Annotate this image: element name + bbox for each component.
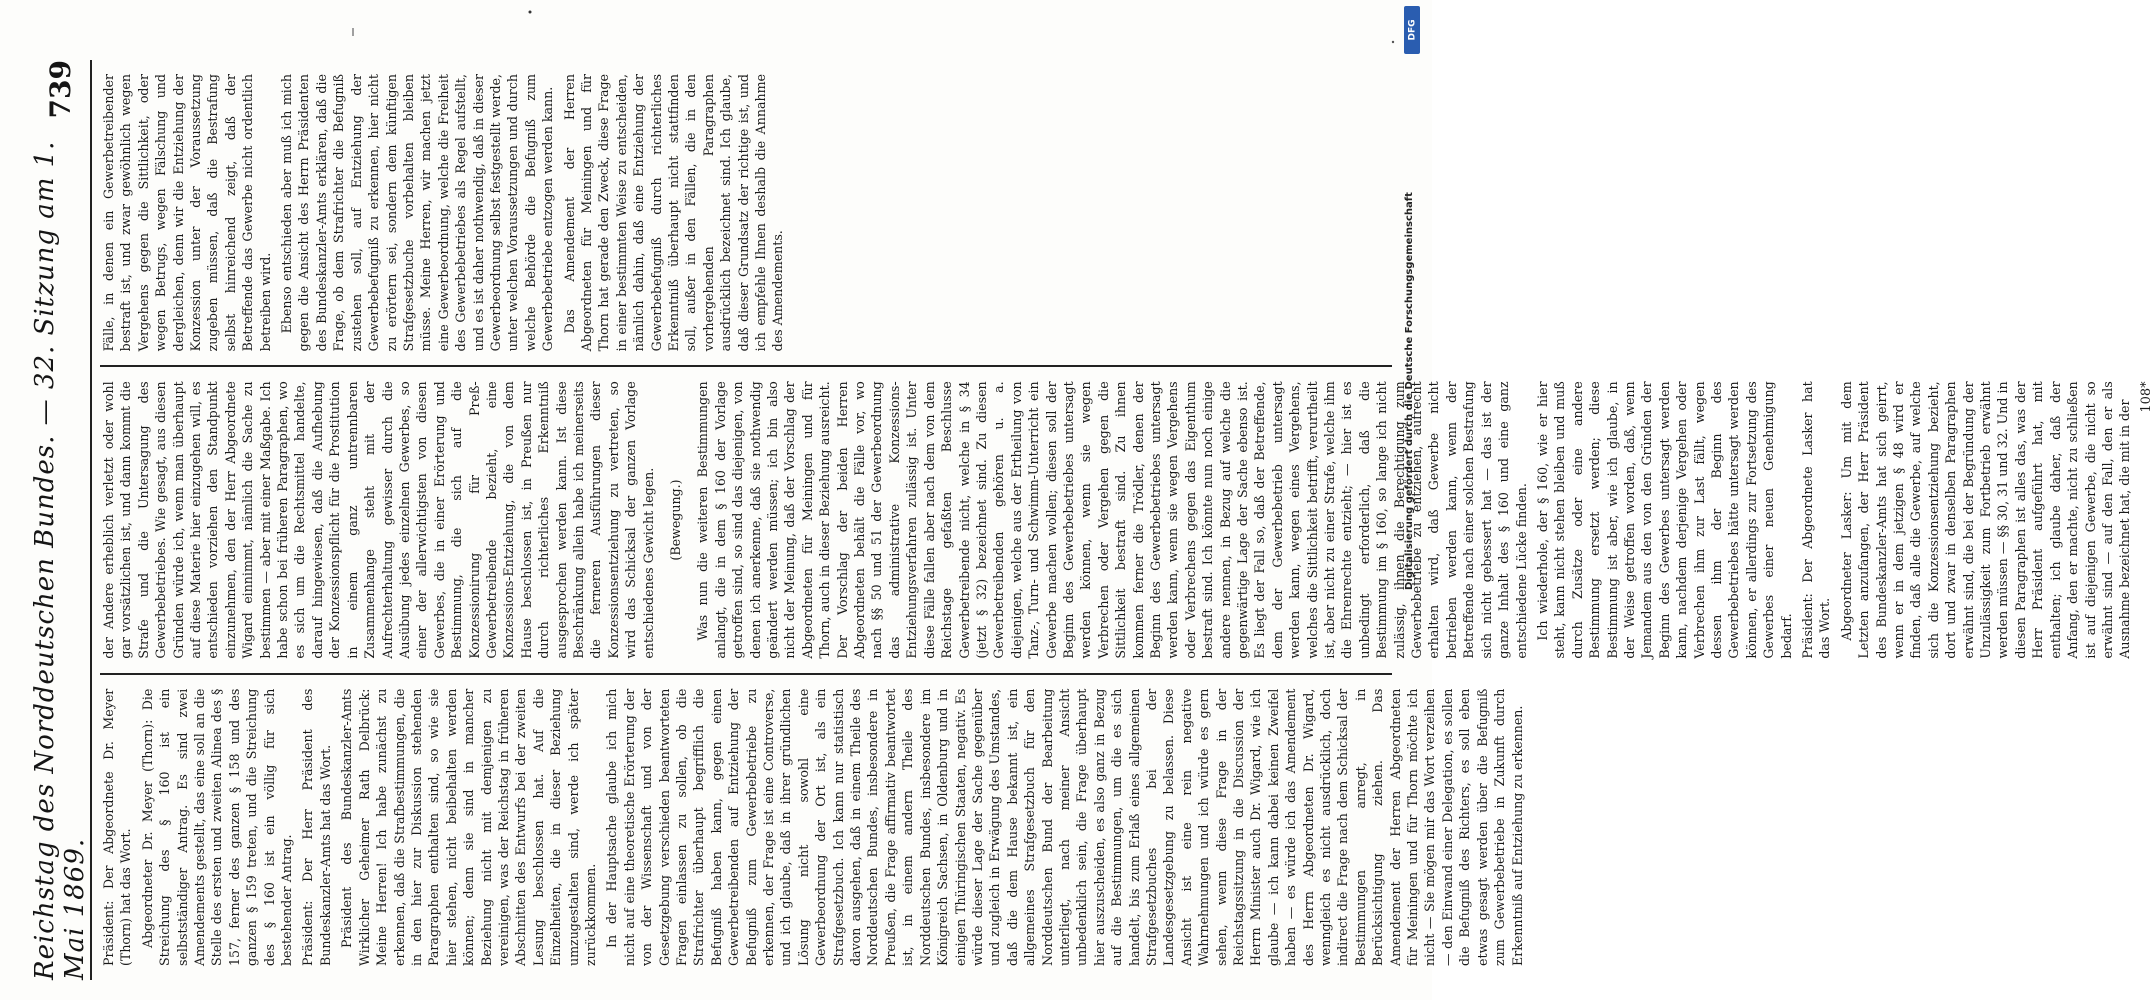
- stage-direction: (Bewegung.): [668, 479, 683, 561]
- running-title: Reichstag des Norddeutschen Bundes. — 32. Sitzung am 1. Mai 1869.: [30, 140, 90, 980]
- digitization-sidebar: [1400, 0, 1426, 1000]
- paragraph: Präsident: Der Abgeordnete Dr. Meyer (Thorn) hat das Wort.: [101, 688, 134, 966]
- paragraph: der Andere erheblich verletzt oder wohl gar vorsätzlichen ist, und dann kommt die Strafe und die Untersagung des Gewerbebetriebes. Wie gesagt, aus diesen Gründen würde ich, wenn man überhaupt auf diese Materie hier einzugehen will, es entschieden vorziehen den Standpunkt einzunehmen, den der Herr Abgeordnete Wigard einnimmt, nämlich die Sache zu bestimmen — aber mit einer Maßgabe. Ich habe schon bei früheren Paragraphen, wo es sich um die Rechtsmittel handelte, darauf hingewiesen, daß die Aufhebung der Konzessionspflicht für die Prostitution in einem ganz untrennbaren Zusammenhange steht mit der Aufrechterhaltung gewisser durch die Ausübung jedes einzelnen Gewerbes, so einer der allerwichtigsten von diesen Gewerbes, die in einer Erörterung und Bestimmung, die sich auf die Konzessionirung für Preß-Gewerbetreibende bezieht, eine Konzessions-Entziehung, die von dem Hause beschlossen ist, in Preußen nur durch richterliches Erkenntniß ausgesprochen werden kann. Ist diese Beschränkung allein habe ich meinerseits die ferneren Ausführungen dieser Konzessionsentziehung zu vertreten, so wird das Schicksal der ganzen Vorlage entschiedenes Gewicht legen.: [101, 381, 656, 659]
- paragraph: In der Hauptsache glaube ich mich nicht auf eine theoretische Erörterung der von der Wissenschaft und von der Gesetzgebung verschieden beantworteten Fragen einlassen zu sollen, ob die Strafrichter überhaupt begrifflich die Befugniß haben kann, gegen einen Gewerbetreibenden auf Entziehung der Befugniß zum Gewerbebetriebe zu erkennen, der Frage ist eine Controverse, und ich glaube, daß in ihrer gründlichen Lösung nicht sowohl eine Gewerbeordnung der Ort ist, als ein Strafgesetzbuch. Ich kann nur statistisch davon ausgehen, daß in einem Theile des Norddeutschen Bundes, insbesondere in Preußen, die Frage affirmativ beantwortet ist, in einem andern Theile des Norddeutschen Bundes, insbesondere im Königreich Sachsen, in Oldenburg und in einigen Thüringischen Staaten, negativ. Es würde dieser Lage der Sache gegenüber und zugleich in Erwägung des Umstandes, daß die dem Hause bekannt ist, ein allgemeines Strafgesetzbuch für den Norddeutschen Bund der Bearbeitung unterliegt, nach meiner Ansicht unbedenklich sein, die Frage überhaupt hier auszuscheiden, es also ganz in Bezug auf die Bestimmungen, um die es sich handelt, bis zum Erlaß eines allgemeinen Strafgesetzbuches bei der Landesgesetzgebung zu belassen. Diese Ansicht ist eine rein negative Wahrnehmungen und ich würde es gern sehen, wenn diese Frage in der Reichstagssitzung in die Discussion der Herrn Minister auch Dr. Wigard, wie ich glaube — ich kann dabei keinen Zweifel haben — es würde ich das Amendement des Herrn Abgeordneten Dr. Wigard, wenngleich es nicht ausdrücklich, doch indirect die Frage nach dem Schicksal der Bestimmungen anregt, in Berücksichtigung ziehen. Das Amendement der Herren Abgeordneten für Meiningen und für Thorn möchte ich nicht — Sie mögen mir das Wort verzeihen — den Einwand einer Delegation, es sollen die Befugniß des Richters, es soll eben etwas gesagt werden über die Befugniß zum Gewerbebetriebe in Zukunft durch Erkenntniß auf Entziehung zu erkennen.: [604, 688, 1525, 966]
- dfg-logo: DFG: [1404, 6, 1420, 54]
- paragraph: Was nun die weiteren Bestimmungen anlangt, die in dem § 160 der Vorlage getroffen sind, so sind das diejenigen, von denen ich anerkenne, daß sie nothwendig geändert werden müssen; ich bin also nicht der Meinung, daß der Vorschlag der Abgeordneten für Meiningen und für Thorn, auch in dieser Beziehung ausreicht. Der Vorschlag der beiden Herren Abgeordneten behält die Fälle vor, wo nach §§ 50 und 51 der Gewerbeordnung das administrative Konzessions-Entziehungsverfahren zulässig ist. Unter diese Fälle fallen aber nach dem von dem Reichstage gefaßten Beschlusse Gewerbetreibende nicht, welche in § 34 (jetzt § 32) bezeichnet sind. Zu diesen Gewerbetreibenden gehören u. a. diejenigen, welche aus der Ertheilung von Tanz-, Turn- und Schwimm-Unterricht ein Gewerbe machen wollen; diesen soll der Beginn des Gewerbebetriebes untersagt werden können, wenn sie wegen Verbrechen oder Vergehen gegen die Sittlichkeit bestraft sind. Zu ihnen kommen ferner die Trödler, denen der Beginn des Gewerbebetriebes untersagt werden kann, wenn sie wegen Vergehens oder Verbrechens gegen das Eigenthum bestraft sind. Ich könnte nun noch einige andere nennen, in Bezug auf welche die gegenwärtige Lage der Sache ebenso ist. Es liegt der Fall so, daß der Betreffende, dem der Gewerbebetrieb untersagt werden kann, wegen eines Vergehens, welches die Sittlichkeit betrifft, verurtheilt ist, aber nicht zu einer Strafe, welche ihm die Ehrenrechte entzieht; — hier ist es unbedingt erforderlich, daß die Bestimmung im § 160, so lange ich nicht zulässig, ihnen die Berechtigung zum Gewerbebetriebe zu entziehen, aufrecht erhalten wird, daß Gewerbe nicht betrieben werden kann, wenn der Betreffende nach einer solchen Bestrafung sich nicht gebessert hat — das ist der ganze Inhalt des § 160 und eine ganz entschiedene Lücke finden.: [695, 381, 1529, 659]
- page-number: 739: [43, 60, 77, 119]
- signature-mark: 108*: [2138, 381, 2154, 413]
- paragraph: Präsident des Bundeskanzler-Amts Wirklicher Geheimer Rath Delbrück: Meine Herren! Ich habe zunächst zu erkennen, daß die Strafbestimmungen, die in den hier zur Diskussion stehenden Paragraphen enthalten sind, so wie sie hier stehen, nicht beibehalten werden können; denn sie sind in mancher Beziehung nicht mit demjenigen zu vereinigen, was der Reichstag in früheren Abschnitten des Entwurfs bei der zweiten Lesung beschlossen hat. Auf die Einzelheiten, die in dieser Beziehung umzugestalten sind, werde ich später zurückkommen.: [339, 688, 598, 966]
- paragraph: Ich wiederhole, der § 160, wie er hier steht, kann nicht stehen bleiben und muß durch Zusätze oder eine andere Bestimmung ersetzt werden; diese Bestimmung ist aber, wie ich glaube, in der Weise getroffen worden, daß, wenn Jemandem aus den von den Gründen der Beginn des Gewerbes untersagt werden kann, nachdem derjenige Vergehen oder Verbrechen ihm zur Last fällt, wegen dessen ihm der Beginn des Gewerbebetriebes hätte untersagt werden können, er allerdings zur Fortsetzung des Gewerbes einer neuen Genehmigung bedarf.: [1534, 381, 1794, 659]
- paragraph: Ebenso entschieden aber muß ich mich gegen die Ansicht des Herrn Präsidenten des Bundeskanzler-Amts erklären, daß die Frage, ob dem Strafrichter die Befugniß zustehen soll, auf Entziehung der Gewerbebefugniß zu erkennen, hier nicht zu erörtern sei, sondern dem künftigen Strafgesetzbuche vorbehalten bleiben müsse. Meine Herren, wir machen jetzt eine Gewerbeordnung, welche die Freiheit des Gewerbebetriebes als Regel aufstellt, und es ist daher nothwendig, daß in dieser Gewerbeordnung selbst festgestellt werde, unter welchen Voraussetzungen und durch welche Behörde die Befugniß zum Gewerbebetriebe entzogen werden kann.: [279, 74, 556, 352]
- paragraph: Präsident: Der Herr Präsident des Bundeskanzler-Amts hat das Wort.: [300, 688, 333, 966]
- paragraph: Fälle, in denen ein Gewerbetreibender bestraft ist, und zwar gewöhnlich wegen Vergehens gegen die Sittlichkeit, oder wegen Betrugs, wegen Fälschung und dergleichen, denn wir die Entziehung der Konzession unter der Voraussetzung zugeben müssen, daß die Bestrafung selbst hinreichend zeigt, daß der Betreffende das Gewerbe nicht ordentlich betreiben wird.: [101, 74, 273, 352]
- paragraph: Abgeordneter Dr. Meyer (Thorn): Die Streichung des § 160 ist ein selbstständiger Antrag. Es sind zwei Amendements gestellt, das eine soll an die Stelle des ersten und zweiten Alinea des § 157, ferner des ganzen § 158 und des ganzen § 159 treten, und die Streichung des § 160 ist ein völlig für sich bestehender Antrag.: [139, 688, 295, 966]
- paragraph: Präsident: Der Abgeordnete Lasker hat das Wort.: [1800, 381, 1833, 659]
- digitization-note: Digitalisierung gefördert durch die Deutsche Forschungsgemeinschaft: [1404, 192, 1415, 590]
- paragraph: Abgeordneter Lasker: Um mit dem Letzten anzufangen, der Herr Präsident des Bundeskanzler-Amts hat sich geirrt, wenn er in dem jetzigen § 48 wird er finden, daß alle die Gewerbe, auf welche sich die Konzessionsentziehung bezieht, dort und zwar in denselben Paragraphen erwähnt sind, die bei der Begründung der Unzulässigkeit zum Fortbetrieb erwähnt werden müssen — §§ 30, 31 und 32. Und in diesen Paragraphen ist alles das, was der Herr Präsident aufgeführt hat, mit enthalten; ich glaube daher, daß der Anfang, den er machte, nicht zu schließen ist auf diejenigen Gewerbe, die nicht so erwähnt sind — auf den Fall, den er als Ausnahme bezeichnet hat, die mit in der: [1838, 381, 2133, 659]
- paragraph: Das Amendement der Herren Abgeordneten für Meiningen und für Thorn hat gerade den Zweck, diese Frage in einer bestimmten Weise zu entscheiden, nämlich dahin, daß eine Entziehung der Gewerbebefugniß durch richterliches Erkenntniß überhaupt nicht stattfinden soll, außer in den Fällen, die in den vorhergehenden Paragraphen ausdrücklich bezeichnet sind. Ich glaube, daß dieser Grundsatz der richtige ist, und ich empfehle Ihnen deshalb die Annahme des Amendements.: [561, 74, 786, 352]
